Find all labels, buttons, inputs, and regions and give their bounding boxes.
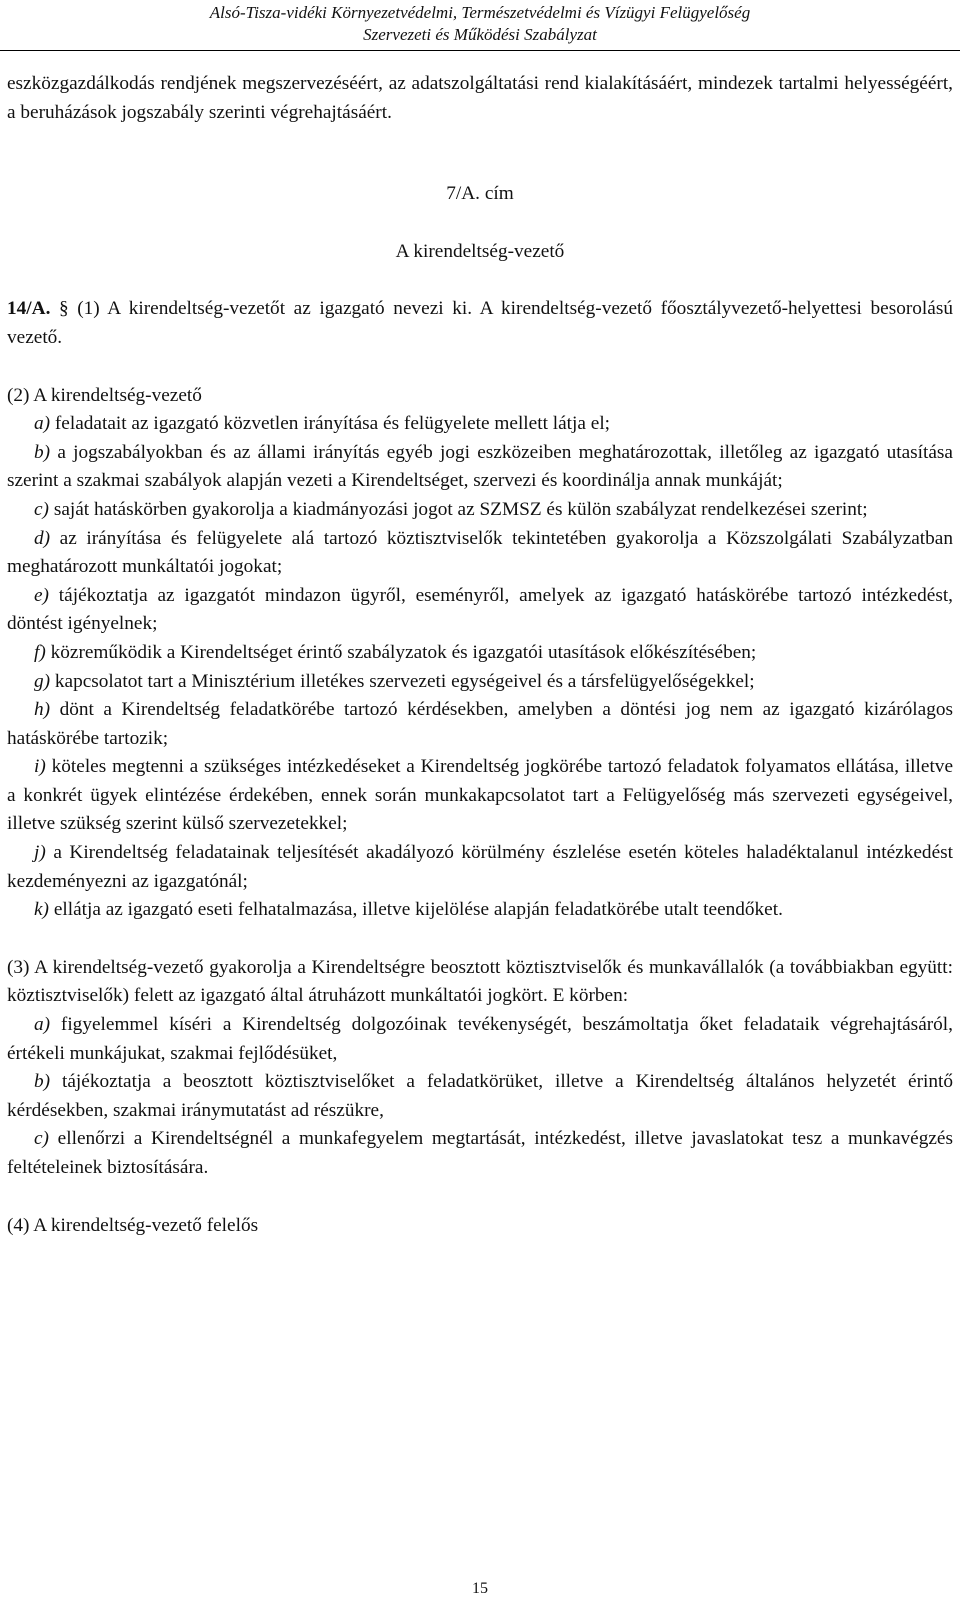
paragraph-2-item xyxy=(7,639,953,668)
item-text: figyelemmel kíséri a Kirendeltség dolgozóinak tevékenységét, beszámoltatja őket feladataik végrehajtásáról, értékeli munkájukat, szakmai fejlődésüket, xyxy=(7,1014,953,1064)
paragraph-2-item xyxy=(7,410,953,439)
paragraph-3-lead: (3) A kirendeltség-vezető gyakorolja a Kirendeltségre beosztott köztisztviselők és munkavállalók (a továbbiakban együtt: köztisztviselők) felett az igazgató által átruházott munkáltatói jogkört. E körben: xyxy=(7,956,953,1007)
item-letter: j) xyxy=(34,842,46,864)
item-letter: d) xyxy=(34,527,51,549)
paragraph-2-item xyxy=(7,582,953,639)
intro-paragraph: eszközgazdálkodás rendjének megszervezéséért, az adatszolgáltatási rend kialakításáért, mindezek tartalmi helyességéért, a beruházások jogszabály szerinti végrehajtásáért. xyxy=(7,73,953,123)
item-text: kapcsolatot tart a Minisztérium illetékes szervezeti egységeivel és a társfelügyelőségekkel; xyxy=(54,670,755,692)
paragraph-3-item xyxy=(7,1011,953,1068)
paragraph-2-item xyxy=(7,525,953,582)
paragraph-3-list xyxy=(7,1011,953,1183)
item-letter: k) xyxy=(34,899,49,921)
header-document-title: Szervezeti és Működési Szabályzat xyxy=(363,25,597,44)
item-text: a jogszabályokban és az állami irányítás egyéb jogi eszközeiben meghatározottak, illetőleg az igazgató utasítása szerint a szakmai szabályok alapján vezeti a Kirendeltséget, szervezi és koordinálja annak munkáját; xyxy=(7,441,953,492)
item-text: ellátja az igazgató eseti felhatalmazása, illetve kijelölése alapján feladatkörébe utalt teendőket. xyxy=(53,899,783,921)
item-letter: e) xyxy=(34,584,49,606)
item-letter: i) xyxy=(34,756,46,778)
item-text: dönt a Kirendeltség feladatkörébe tartozó kérdésekben, amelyben a döntési jog nem az igazgató kizárólagos hatáskörébe tartozik; xyxy=(7,699,953,749)
page-number: 15 xyxy=(472,1580,488,1597)
item-text: a Kirendeltség feladatainak teljesítését akadályozó körülmény észlelése esetén köteles haladéktalanul intézkedést kezdeményezni az igazgatónál; xyxy=(7,842,953,892)
item-text: feladatait az igazgató közvetlen irányítása és felügyelete mellett látja el; xyxy=(54,413,611,435)
header-organization: Alsó-Tisza-vidéki Környezetvédelmi, Természetvédelmi és Vízügyi Felügyelőség xyxy=(209,3,751,22)
paragraph-2-item xyxy=(7,753,953,839)
item-letter: a) xyxy=(34,1014,51,1036)
article-text: (1) A kirendeltség-vezetőt az igazgató nevezi ki. A kirendeltség-vezető főosztályvezető-helyettesi besorolású vezető. xyxy=(7,298,953,348)
section-number: 7/A. cím xyxy=(446,183,514,205)
paragraph-2-item xyxy=(7,496,953,525)
paragraph-3-item xyxy=(7,1125,953,1182)
item-text: az irányítása és felügyelete alá tartozó köztisztviselők tekintetében gyakorolja a Közszolgálati Szabályzatban meghatározott munkáltatói jogokat; xyxy=(7,527,953,578)
item-letter: f) xyxy=(34,641,46,663)
header-rule xyxy=(0,50,960,51)
paragraph-2-item xyxy=(7,439,953,496)
paragraph-2-item xyxy=(7,839,953,896)
document-body xyxy=(7,70,953,1240)
item-text: tájékoztatja a beosztott köztisztviselőket a feladatkörüket, illetve a Kirendeltség általános helyzetét érintő kérdésekben, szakmai iránymutatást ad részükre, xyxy=(7,1071,953,1121)
paragraph-2-item xyxy=(7,896,953,925)
section-sign: § xyxy=(59,298,69,320)
paragraph-4-lead: (4) A kirendeltség-vezető felelős xyxy=(7,1214,259,1236)
item-text: saját hatáskörben gyakorolja a kiadmányozási jogot az SZMSZ és külön szabályzat rendelkezései szerint; xyxy=(53,498,868,520)
item-letter: b) xyxy=(34,1071,51,1093)
item-letter: h) xyxy=(34,699,51,721)
item-letter: b) xyxy=(34,441,51,463)
paragraph-3-item xyxy=(7,1068,953,1125)
item-text: ellenőrzi a Kirendeltségnél a munkafegyelem megtartását, intézkedést, illetve javaslatokat tesz a munkavégzés feltételeinek biztosítására. xyxy=(7,1128,953,1178)
item-text: köteles megtenni a szükséges intézkedéseket a Kirendeltség jogkörébe tartozó feladatok folyamatos ellátása, illetve a konkrét ügyek elintézése érdekében, ennek során munkakapcsolatot tart a Felügyelőség más szervezeti egységeivel, illetve szükség szerint külső szervezetekkel; xyxy=(7,756,953,835)
article-label: 14/A. xyxy=(7,298,51,320)
item-text: közreműködik a Kirendeltséget érintő szabályzatok és igazgatói utasítások előkészítésében; xyxy=(50,641,757,663)
paragraph-2-list xyxy=(7,410,953,925)
item-text: tájékoztatja az igazgatót mindazon ügyről, eseményről, amelyek az igazgató hatáskörébe tartozó intézkedést, döntést igényelnek; xyxy=(7,584,953,635)
section-title: A kirendeltség-vezető xyxy=(395,240,565,262)
item-letter: a) xyxy=(34,413,51,435)
paragraph-2-item xyxy=(7,668,953,697)
paragraph-2-lead: (2) A kirendeltség-vezető xyxy=(7,384,202,406)
item-letter: g) xyxy=(34,670,51,692)
paragraph-2-item xyxy=(7,696,953,753)
item-letter: c) xyxy=(34,1128,49,1150)
article-14a-paragraph-1 xyxy=(7,295,953,352)
item-letter: c) xyxy=(34,498,49,520)
